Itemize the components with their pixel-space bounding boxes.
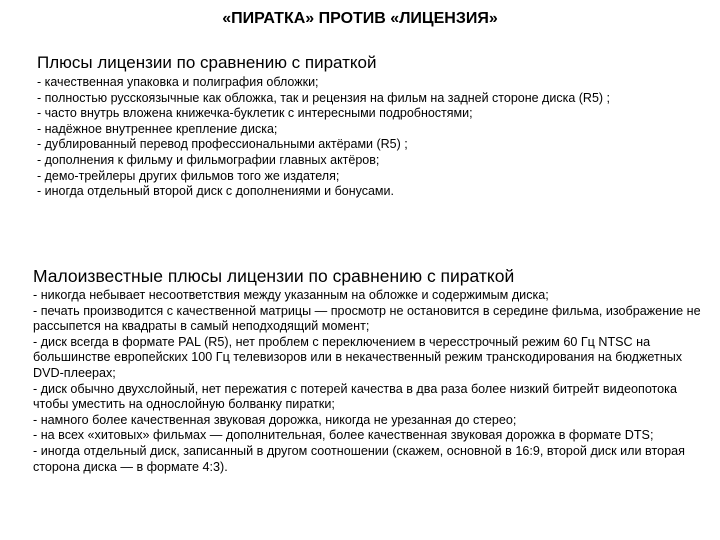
- lesser-known-pros-section: [33, 265, 713, 475]
- list-item: - иногда отдельный диск, записанный в другом соотношении (скажем, основной в 16:9, второй диск или вторая сторона диска — в формате 4:3).: [33, 443, 685, 474]
- lesser-known-pros-list: [33, 288, 713, 475]
- list-item: - диск обычно двухслойный, нет пережатия с потерей качества в два раза более низкий битрейт видеопотока чтобы уместить на однослойную болванку пиратки;: [33, 381, 677, 412]
- list-item: - на всех «хитовых» фильмах — дополнительная, более качественная звуковая дорожка в формате DTS;: [33, 428, 654, 443]
- list-item: - никогда небывает несоответствия между указанным на обложке и содержимым диска;: [33, 288, 549, 302]
- list-item: - дополнения к фильму и фильмографии главных актёров;: [37, 152, 380, 167]
- license-pros-list: [37, 75, 707, 200]
- license-pros-heading: Плюсы лицензии по сравнению с пираткой: [37, 53, 377, 72]
- list-item: - иногда отдельный второй диск с дополнениями и бонусами.: [37, 184, 394, 199]
- list-item: - часто внутрь вложена книжечка-буклетик с интересными подробностями;: [37, 106, 473, 121]
- list-item: - качественная упаковка и полиграфия обложки;: [37, 75, 319, 89]
- list-item: - намного более качественная звуковая дорожка, никогда не урезанная до стерео;: [33, 412, 517, 427]
- list-item: - печать производится с качественной матрицы — просмотр не остановится в середине фильма, изображение не рассыпется на квадраты в самый неподходящий момент;: [33, 303, 701, 334]
- license-pros-section: [37, 52, 707, 200]
- page-title: «ПИРАТКА» ПРОТИВ «ЛИЦЕНЗИЯ»: [222, 10, 498, 27]
- list-item: - дублированный перевод профессиональными актёрами (R5) ;: [37, 137, 408, 152]
- list-item: - диск всегда в формате PAL (R5), нет проблем с переключением в чересстрочный режим 60 Гц NTSC на большинстве европейских 100 Гц телевизоров или в некачественный режим транскодирования на бюджетных DVD-плеерах;: [33, 334, 683, 380]
- list-item: - полностью русскоязычные как обложка, так и рецензия на фильм на задней стороне диска (R5) ;: [37, 90, 611, 105]
- lesser-known-pros-heading: Малоизвестные плюсы лицензии по сравнению с пираткой: [33, 266, 515, 286]
- list-item: - надёжное внутреннее крепление диска;: [37, 121, 278, 136]
- list-item: - демо-трейлеры других фильмов того же издателя;: [37, 168, 340, 183]
